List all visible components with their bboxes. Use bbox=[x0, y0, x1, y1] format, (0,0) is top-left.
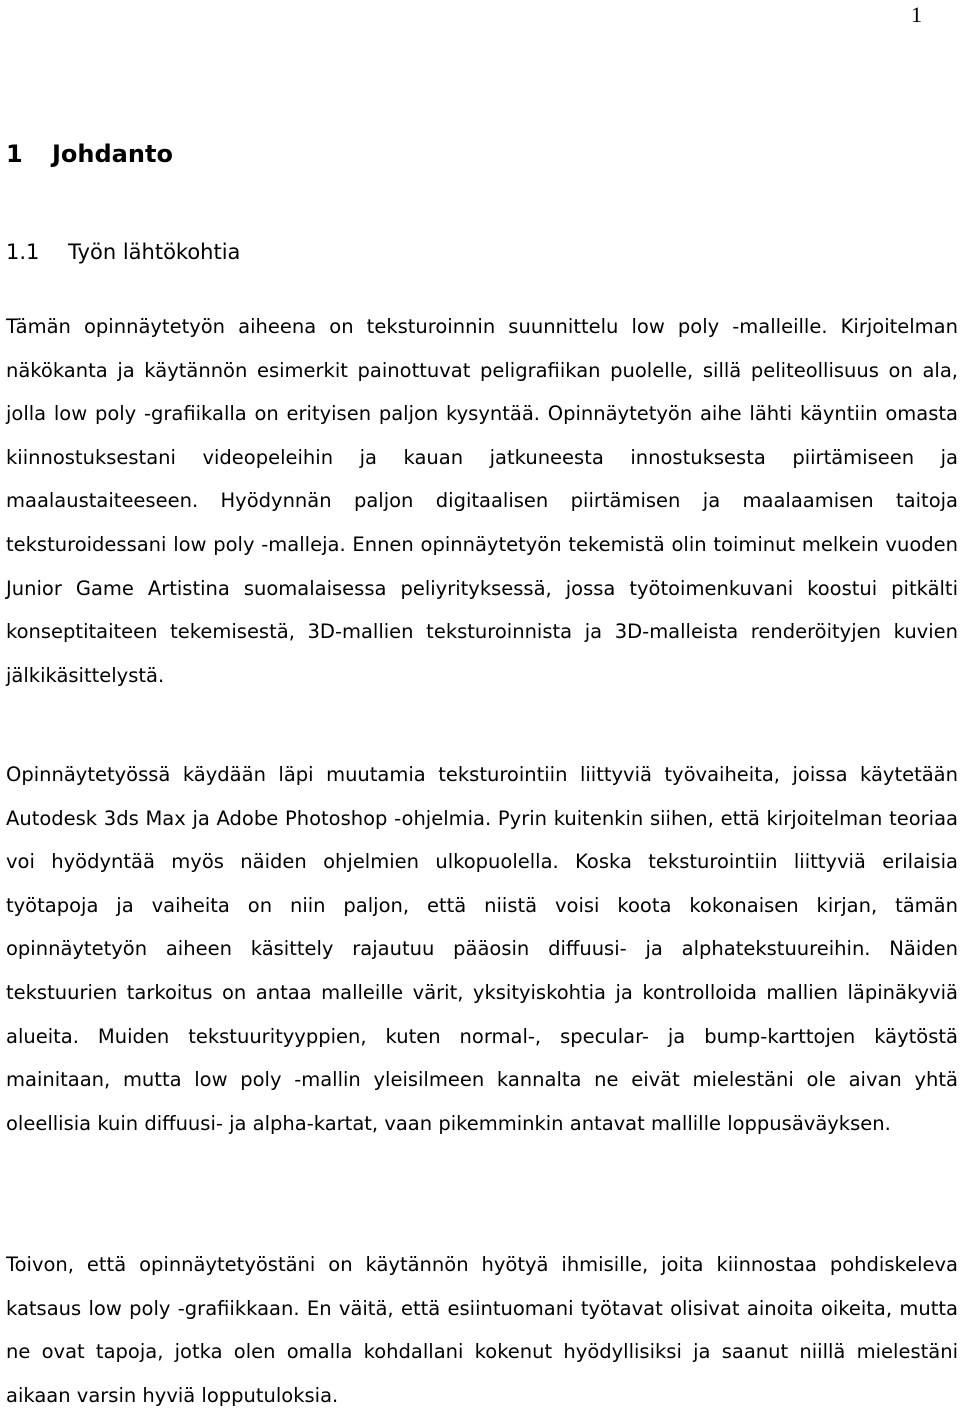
page-number: 1 bbox=[911, 2, 922, 27]
section-heading bbox=[6, 240, 240, 264]
section-number: 1.1 bbox=[6, 240, 40, 264]
section-title: Työn lähtökohtia bbox=[68, 240, 241, 264]
body-paragraph-1: Tämän opinnäytetyön aiheena on teksturoinnin suunnittelu low poly -malleille. Kirjoitelman näkökanta ja käytännön esimerkit painottuvat peligrafiikan puolelle, sillä peliteollisuus on ala, jolla low poly -grafiikalla on erityisen paljon kysyntää. Opinnäytetyön aihe lähti käyntiin omasta kiinnostuksestani videopeleihin ja kauan jatkuneesta innostuksesta piirtämiseen ja maalaustaiteeseen. Hyödynnän paljon digitaalisen piirtämisen ja maalaamisen taitoja teksturoidessani low poly -malleja. Ennen opinnäytetyön tekemistä olin toiminut melkein vuoden Junior Game Artistina suomalaisessa peliyrityksessä, jossa työtoimenkuvani koostui pitkälti konseptitaiteen tekemisestä, 3D-mallien teksturoinnista ja 3D-malleista renderöityjen kuvien jälkikäsittelystä. bbox=[6, 315, 958, 687]
body-paragraph-2: Opinnäytetyössä käydään läpi muutamia teksturointiin liittyviä työvaiheita, joissa käytetään Autodesk 3ds Max ja Adobe Photoshop -ohjelmia. Pyrin kuitenkin siihen, että kirjoitelman teoriaa voi hyödyntää myös näiden ohjelmien ulkopuolella. Koska teksturointiin liittyviä erilaisia työtapoja ja vaiheita on niin paljon, että niistä voisi koota kokonaisen kirjan, tämän opinnäytetyön aiheen käsittely rajautuu pääosin diffuusi- ja alphatekstuureihin. Näiden tekstuurien tarkoitus on antaa malleille värit, yksityiskohtia ja kontrolloida mallien läpinäkyviä alueita. Muiden tekstuurityyppien, kuten normal-, specular- ja bump-karttojen käytöstä mainitaan, mutta low poly -mallin yleisilmeen kannalta ne eivät mielestäni ole aivan yhtä oleellisia kuin diffuusi- ja alpha-kartat, vaan pikemminkin antavat mallille loppusäväyksen. bbox=[6, 763, 958, 1135]
chapter-heading bbox=[6, 140, 173, 168]
body-paragraph-3: Toivon, että opinnäytetyöstäni on käytännön hyötyä ihmisille, joita kiinnostaa pohdiskeleva katsaus low poly -grafiikkaan. En väitä, että esiintuomani työtavat olisivat ainoita oikeita, mutta ne ovat tapoja, jotka olen omalla kohdallani kokenut hyödyllisiksi ja saanut niillä mielestäni aikaan varsin hyviä lopputuloksia. bbox=[6, 1253, 958, 1407]
chapter-number: 1 bbox=[6, 140, 23, 168]
chapter-title: Johdanto bbox=[52, 140, 173, 168]
